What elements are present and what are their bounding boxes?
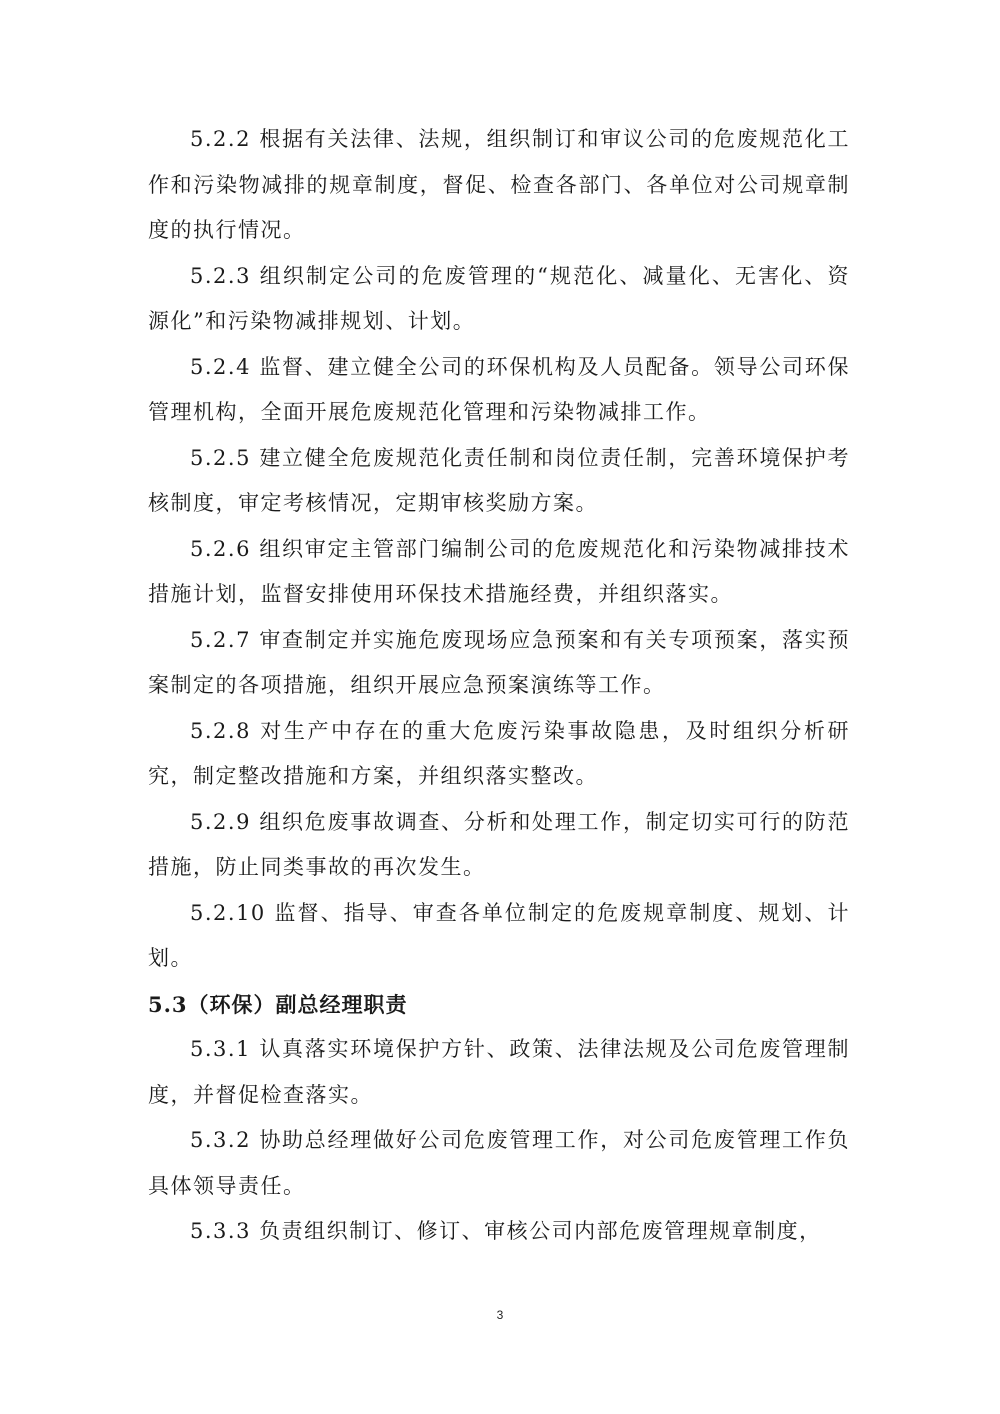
paragraph-5-3-1: 5.3.1 认真落实环境保护方针、政策、法律法规及公司危废管理制度，并督促检查落实。	[148, 1037, 850, 1107]
page-content	[148, 117, 850, 1255]
paragraph-5-2-4: 5.2.4 监督、建立健全公司的环保机构及人员配备。领导公司环保管理机构，全面开展危废规范化管理和污染物减排工作。	[148, 354, 850, 424]
paragraph-5-2-6: 5.2.6 组织审定主管部门编制公司的危废规范化和污染物减排技术措施计划，监督安排使用环保技术措施经费，并组织落实。	[148, 536, 850, 606]
paragraph-5-2-9: 5.2.9 组织危废事故调查、分析和处理工作，制定切实可行的防范措施，防止同类事故的再次发生。	[148, 809, 850, 879]
paragraph-5-2-3: 5.2.3 组织制定公司的危废管理的“规范化、减量化、无害化、资源化”和污染物减排规划、计划。	[148, 263, 850, 333]
paragraph-5-2-2: 5.2.2 根据有关法律、法规，组织制订和审议公司的危废规范化工作和污染物减排的规章制度，督促、检查各部门、各单位对公司规章制度的执行情况。	[148, 127, 850, 242]
paragraph-5-2-7: 5.2.7 审查制定并实施危废现场应急预案和有关专项预案，落实预案制定的各项措施，组织开展应急预案演练等工作。	[148, 627, 850, 697]
paragraph-5-2-10: 5.2.10 监督、指导、审查各单位制定的危废规章制度、规划、计划。	[148, 900, 850, 970]
paragraph-5-2-8: 5.2.8 对生产中存在的重大危废污染事故隐患，及时组织分析研究，制定整改措施和方案，并组织落实整改。	[148, 718, 850, 788]
paragraph-5-3-3: 5.3.3 负责组织制订、修订、审核公司内部危废管理规章制度，	[190, 1219, 822, 1243]
section-heading-5-3: 5.3（环保）副总经理职责	[148, 991, 408, 1017]
paragraph-5-3-2: 5.3.2 协助总经理做好公司危废管理工作，对公司危废管理工作负具体领导责任。	[148, 1128, 850, 1198]
page-number: 3	[496, 1308, 504, 1322]
paragraph-5-2-5: 5.2.5 建立健全危废规范化责任制和岗位责任制，完善环境保护考核制度，审定考核情况，定期审核奖励方案。	[148, 445, 850, 515]
